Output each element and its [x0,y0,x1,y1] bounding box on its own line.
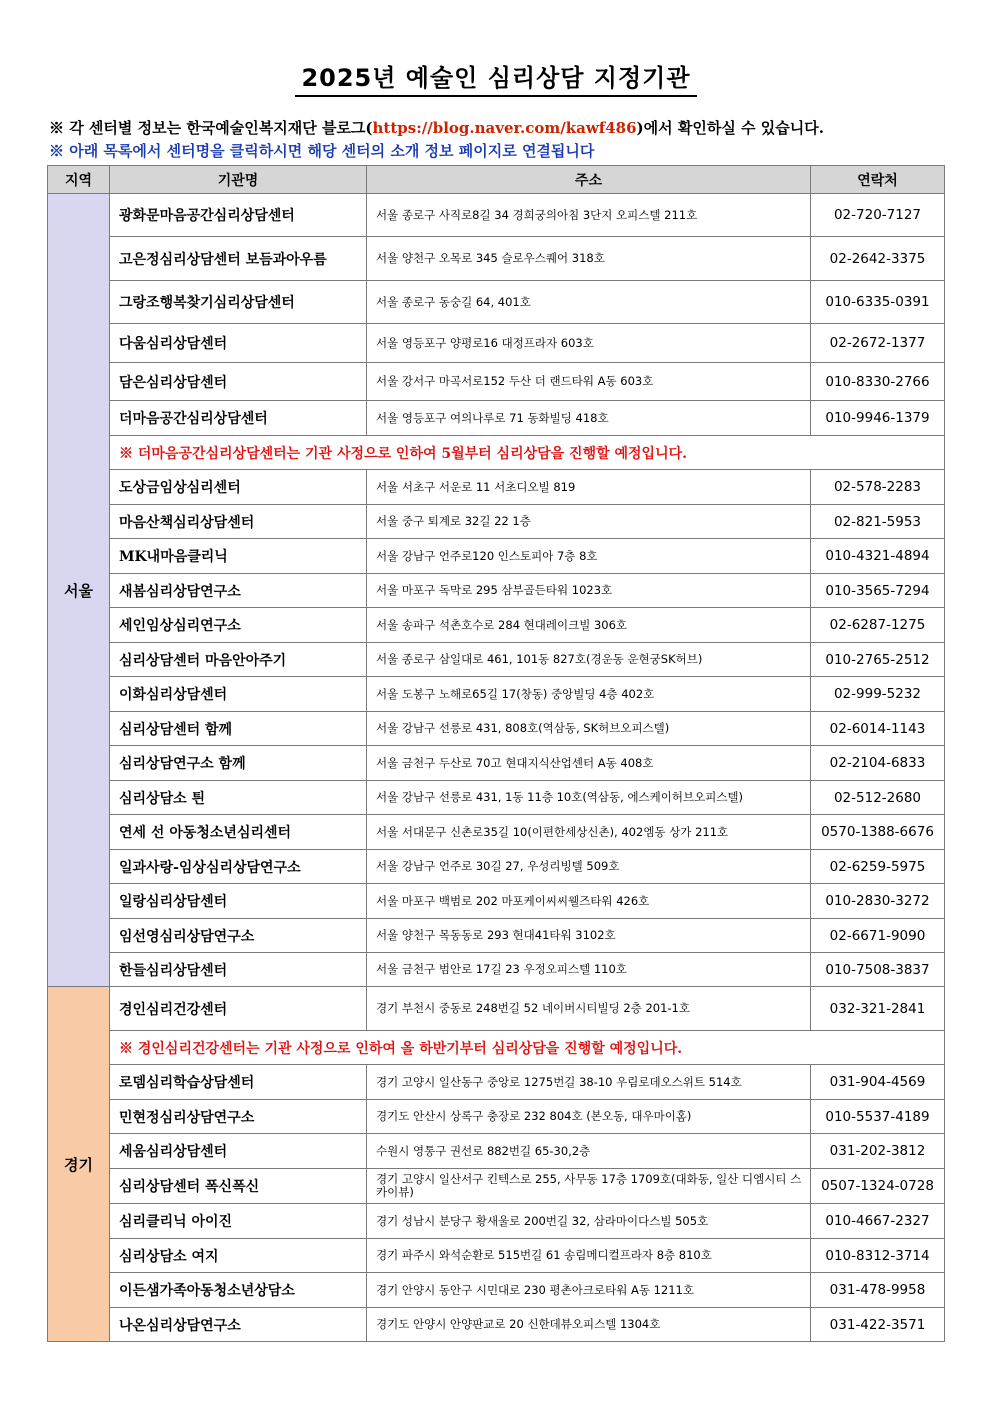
center-name-cell [110,850,367,884]
center-address: 경기 파주시 와석순환로 515번길 61 송림메디컬프라자 8층 810호 [367,1239,811,1273]
center-phone: 010-8330-2766 [811,363,945,401]
center-name-link[interactable]: 한들심리상담센터 [119,962,228,979]
center-phone: 031-478-9958 [811,1273,945,1308]
center-name-cell [110,1239,367,1273]
center-name-cell [110,574,367,608]
table-row [48,281,945,324]
center-phone: 0507-1324-0728 [811,1169,945,1204]
center-name-cell [110,746,367,781]
center-name-link[interactable]: 더마음공간심리상담센터 [119,411,268,427]
table-row [48,1100,945,1134]
center-name-cell [110,815,367,850]
center-address: 경기 안양시 동안구 시민대로 230 평촌아크로타워 A동 1211호 [367,1273,811,1308]
center-name-link[interactable]: 민현정심리상담연구소 [119,1109,255,1126]
center-phone: 02-578-2283 [811,470,945,505]
table-row [48,194,945,237]
center-name-cell [110,1100,367,1134]
center-name-link[interactable]: 경인심리건강센터 [119,1001,228,1018]
center-name-link[interactable]: 새봄심리상담연구소 [119,583,241,600]
notice-text: ※ 더마음공간심리상담센터는 기관 사정으로 인하여 5월부터 심리상담을 진행할 예정입니다. [110,436,945,470]
center-phone: 02-6259-5975 [811,850,945,884]
center-name-link[interactable]: 담은심리상담센터 [119,374,228,391]
center-name-link[interactable]: 임선영심리상담연구소 [119,928,255,945]
center-phone: 02-2672-1377 [811,324,945,363]
center-name-cell [110,712,367,746]
table-row [48,237,945,281]
center-address: 경기도 안산시 상록구 충장로 232 804호 (본오동, 대우마이홈) [367,1100,811,1134]
center-address: 서울 양천구 오목로 345 슬로우스퀘어 318호 [367,237,811,281]
center-phone: 02-720-7127 [811,194,945,237]
center-address: 경기 부천시 중동로 248번길 52 네이버시티빌딩 2층 201-1호 [367,987,811,1031]
header-name: 기관명 [110,166,367,194]
header-address: 주소 [367,166,811,194]
center-name-link[interactable]: 심리상담센터 마음안아주기 [119,652,287,669]
center-phone: 02-999-5232 [811,677,945,712]
center-name-link[interactable]: 도상금임상심리센터 [119,480,241,496]
center-phone: 010-9946-1379 [811,401,945,436]
center-name-link[interactable]: 고은정심리상담센터 보듬과아우름 [119,251,327,268]
center-phone: 010-2830-3272 [811,884,945,919]
table-row [48,574,945,608]
center-phone: 010-4321-4894 [811,539,945,574]
center-name-cell [110,401,367,436]
center-phone: 02-512-2680 [811,781,945,815]
center-address: 서울 종로구 사직로8길 34 경희궁의아침 3단지 오피스텔 211호 [367,194,811,237]
notice-text: ※ 경인심리건강센터는 기관 사정으로 인하여 올 하반기부터 심리상담을 진행할 예정입니다. [110,1031,945,1065]
center-name-cell [110,1273,367,1308]
table-row [48,324,945,363]
center-name-link[interactable]: 이화심리상담센터 [119,687,228,703]
center-address: 서울 영등포구 양평로16 대정프라자 603호 [367,324,811,363]
notice-row [48,1031,945,1065]
header-contact: 연락처 [811,166,945,194]
header-region: 지역 [48,166,110,194]
center-address: 서울 강남구 선릉로 431, 808호(역삼동, SK허브오피스텔) [367,712,811,746]
center-phone: 02-2642-3375 [811,237,945,281]
table-row [48,643,945,677]
center-name-cell [110,324,367,363]
center-address: 경기 성남시 분당구 황새울로 200번길 32, 삼라마이다스빌 505호 [367,1204,811,1239]
center-address: 서울 도봉구 노해로65길 17(창동) 중앙빌딩 4층 402호 [367,677,811,712]
table-row [48,363,945,401]
center-phone: 010-4667-2327 [811,1204,945,1239]
center-address: 서울 송파구 석촌호수로 284 현대레이크빌 306호 [367,608,811,643]
center-name-cell [110,281,367,324]
table-row [48,987,945,1031]
center-phone: 02-6671-9090 [811,919,945,953]
center-phone: 032-321-2841 [811,987,945,1031]
region-cell-gyeonggi: 경기 [48,987,110,1342]
center-address: 서울 금천구 두산로 70고 현대지식산업센터 A동 408호 [367,746,811,781]
center-name-link[interactable]: 나온심리상담연구소 [119,1317,241,1334]
center-name-link[interactable]: 심리상담센터 폭신폭신 [119,1179,260,1195]
center-name-cell [110,608,367,643]
center-name-link[interactable]: 세인임상심리연구소 [119,618,241,634]
center-address: 경기도 안양시 안양판교로 20 신한데뷰오피스텔 1304호 [367,1308,811,1342]
center-name-cell [110,884,367,919]
table-row [48,677,945,712]
center-address: 경기 고양시 일산서구 킨텍스로 255, 사무동 17층 1709호(대화동, 일산 디엠시티 스카이뷰) [367,1169,811,1204]
table-row [48,1204,945,1239]
center-name-cell [110,987,367,1031]
center-address: 서울 강서구 마곡서로152 두산 더 랜드타워 A동 603호 [367,363,811,401]
center-address: 수원시 영통구 권선로 882번길 65-30,2층 [367,1134,811,1169]
center-address: 서울 마포구 독막로 295 삼부골든타워 1023호 [367,574,811,608]
table-row [48,608,945,643]
center-name-link[interactable]: 일과사랑-임상심리상담연구소 [119,859,301,876]
table-row [48,953,945,987]
center-phone: 031-422-3571 [811,1308,945,1342]
center-phone: 02-6014-1143 [811,712,945,746]
center-phone: 02-821-5953 [811,505,945,539]
center-name-cell [110,1065,367,1100]
center-address: 서울 강남구 선릉로 431, 1동 11층 10호(역삼동, 에스케이허브오피스텔) [367,781,811,815]
center-name-cell [110,1204,367,1239]
center-name-cell [110,953,367,987]
table-body [48,194,945,1342]
center-address: 서울 영등포구 여의나루로 71 동화빌딩 418호 [367,401,811,436]
blog-link[interactable]: https://blog.naver.com/kawf486 [372,119,637,137]
table-row [48,1308,945,1342]
center-address: 서울 금천구 범안로 17길 23 우정오피스텔 110호 [367,953,811,987]
center-name-cell [110,643,367,677]
center-phone: 02-6287-1275 [811,608,945,643]
center-name-cell [110,237,367,281]
table-row [48,401,945,436]
center-phone: 010-5537-4189 [811,1100,945,1134]
blog-note-prefix: ※ 각 센터별 정보는 한국예술인복지재단 블로그( [49,119,373,137]
center-phone: 010-6335-0391 [811,281,945,324]
table-row [48,919,945,953]
center-phone: 010-8312-3714 [811,1239,945,1273]
center-name-link[interactable]: 심리상담소 여지 [119,1248,219,1265]
center-phone: 0570-1388-6676 [811,815,945,850]
center-address: 서울 종로구 삼일대로 461, 101동 827호(경운동 운현궁SK허브) [367,643,811,677]
center-address: 경기 고양시 일산동구 중앙로 1275번길 38-10 우림로데오스위트 514호 [367,1065,811,1100]
center-address: 서울 양천구 목동동로 293 현대41타워 3102호 [367,919,811,953]
center-address: 서울 강남구 언주로120 인스토피아 7층 8호 [367,539,811,574]
center-name-cell [110,505,367,539]
table-row [48,539,945,574]
center-name-link[interactable]: 마음산책심리상담센터 [119,514,255,531]
center-address: 서울 강남구 언주로 30길 27, 우성리빙텔 509호 [367,850,811,884]
center-phone: 031-904-4569 [811,1065,945,1100]
center-table [47,165,945,1342]
table-row [48,746,945,781]
table-row [48,850,945,884]
blog-note-suffix: )에서 확인하실 수 있습니다. [636,119,824,137]
page-title-wrap [0,58,992,93]
center-name-cell [110,1169,367,1204]
page-title: 2025년 예술인 심리상담 지정기관 [295,64,696,97]
center-name-cell [110,1308,367,1342]
center-name-link[interactable]: 다움심리상담센터 [119,336,228,352]
table-row [48,1134,945,1169]
center-address: 서울 서대문구 신촌로35길 10(이편한세상신촌), 402엠동 상가 211호 [367,815,811,850]
center-name-link[interactable]: 로뎀심리학습상담센터 [119,1075,255,1091]
region-cell-seoul: 서울 [48,194,110,987]
center-address: 서울 마포구 백범로 202 마포케이씨씨웰즈타워 426호 [367,884,811,919]
center-name-link[interactable]: 세움심리상담센터 [119,1144,228,1160]
center-address: 서울 서초구 서운로 11 서초디오빌 819 [367,470,811,505]
center-name-link[interactable]: 심리상담센터 함께 [119,721,233,738]
center-address: 서울 중구 퇴계로 32길 22 1층 [367,505,811,539]
center-name-link[interactable]: 연세 선 아동청소년심리센터 [119,825,292,841]
table-row [48,505,945,539]
center-phone: 031-202-3812 [811,1134,945,1169]
table-row [48,1169,945,1204]
table-row [48,712,945,746]
center-phone: 02-2104-6833 [811,746,945,781]
center-name-link[interactable]: 이든샘가족아동청소년상담소 [119,1283,295,1299]
center-name-cell [110,539,367,574]
center-name-link[interactable]: 심리상담연구소 함께 [119,756,246,772]
center-name-cell [110,781,367,815]
click-note: ※ 아래 목록에서 센터명을 클릭하시면 해당 센터의 소개 정보 페이지로 연결됩니다 [49,142,595,160]
center-name-link[interactable]: 그랑조행복찾기심리상담센터 [119,295,295,311]
center-name-cell [110,1134,367,1169]
table-row [48,815,945,850]
center-name-cell [110,363,367,401]
table-row [48,1065,945,1100]
table-header-row [48,166,945,194]
center-name-link[interactable]: MK내마음클리닉 [119,549,228,565]
center-name-link[interactable]: 심리클리닉 아이진 [119,1214,233,1230]
center-name-link[interactable]: 심리상담소 틘 [119,790,206,807]
blog-note [49,117,824,138]
center-name-cell [110,919,367,953]
notice-row [48,436,945,470]
center-phone: 010-7508-3837 [811,953,945,987]
center-phone: 010-2765-2512 [811,643,945,677]
table-row [48,884,945,919]
center-phone: 010-3565-7294 [811,574,945,608]
table-row [48,781,945,815]
table-row [48,1273,945,1308]
center-name-cell [110,194,367,237]
center-name-link[interactable]: 일랑심리상담센터 [119,894,228,910]
center-name-link[interactable]: 광화문마음공간심리상담센터 [119,208,295,224]
center-address: 서울 종로구 동숭길 64, 401호 [367,281,811,324]
table-row [48,1239,945,1273]
table-row [48,470,945,505]
center-name-cell [110,470,367,505]
center-name-cell [110,677,367,712]
